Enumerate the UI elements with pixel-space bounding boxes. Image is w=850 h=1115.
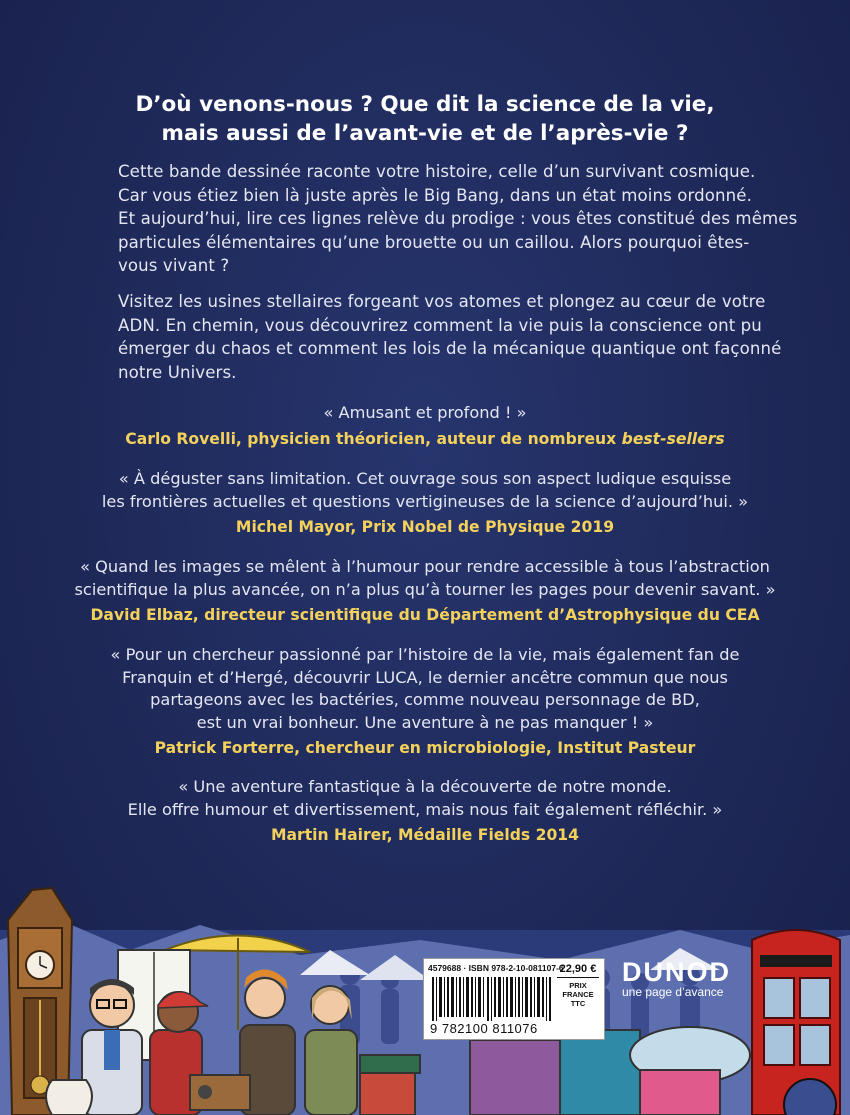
quote-line: « Pour un chercheur passionné par l’histoire de la vie, mais également fan de xyxy=(110,645,740,664)
quote-line: « Une aventure fantastique à la découverte de notre monde. xyxy=(178,777,672,796)
barcode-digits: 9 782100 811076 xyxy=(430,1021,538,1036)
headline xyxy=(60,90,790,148)
quote-line: « Amusant et profond ! » xyxy=(323,403,527,422)
headline-line: mais aussi de l’avant-vie et de l’après-vie ? xyxy=(161,121,689,146)
paragraph-line: ADN. En chemin, vous découvrirez comment la vie puis la conscience ont pu xyxy=(118,315,762,335)
review-quote-2 xyxy=(60,468,790,539)
paragraph-line: particules élémentaires qu’une brouette ou un caillou. Alors pourquoi êtes- xyxy=(118,232,750,252)
quote-line: Franquin et d’Hergé, découvrir LUCA, le dernier ancêtre commun que nous xyxy=(122,667,728,687)
paragraph-line: vous vivant ? xyxy=(118,256,230,275)
quote-line: est un vrai bonheur. Une aventure à ne pas manquer ! » xyxy=(196,712,654,732)
review-quote-5 xyxy=(60,776,790,847)
price-note xyxy=(557,981,599,1008)
quote-author: Martin Hairer, Médaille Fields 2014 xyxy=(270,826,579,844)
quote-author xyxy=(60,428,790,451)
quote-line: « Quand les images se mêlent à l’humour pour rendre accessible à tous l’abstraction xyxy=(80,557,770,576)
publisher-name: DUNOD xyxy=(622,957,731,987)
price: 22,90 € xyxy=(557,963,599,978)
blurb-paragraph-1 xyxy=(118,160,798,278)
quote-line: les frontières actuelles et questions vertigineuses de la science d’aujourd’hui. » xyxy=(101,491,749,511)
price-note-line: FRANCE xyxy=(562,990,594,999)
quote-author-text: Carlo Rovelli, physicien théoricien, auteur de nombreux xyxy=(125,429,622,448)
blurb-paragraph-2 xyxy=(118,290,782,384)
quote-line: partageons avec les bactéries, comme nouveau personnage de BD, xyxy=(150,690,700,709)
publisher-tagline: une page d’avance xyxy=(622,985,724,999)
paragraph-line: Visitez les usines stellaires forgeant vos atomes et plongez au cœur de votre xyxy=(118,292,766,311)
review-quote-1 xyxy=(60,402,790,450)
quote-line: « À déguster sans limitation. Cet ouvrage sous son aspect ludique esquisse xyxy=(118,469,732,488)
isbn-code: 4579688 · ISBN 978-2-10-081107-6 xyxy=(428,963,564,973)
quote-author-italic: best-sellers xyxy=(621,429,725,448)
quote-line: scientifique la plus avancée, on n’a plus qu’à tourner les pages pour devenir savant. » xyxy=(74,579,776,599)
paragraph-line: Et aujourd’hui, lire ces lignes relève du prodige : vous êtes constitué des mêmes xyxy=(118,209,798,228)
headline-line: D’où venons-nous ? Que dit la science de la vie, xyxy=(135,92,715,117)
quote-author: David Elbaz, directeur scientifique du Département d’Astrophysique du CEA xyxy=(90,606,760,624)
price-note-line: TTC xyxy=(570,999,586,1008)
paragraph-line: Car vous étiez bien là juste après le Big Bang, dans un état moins ordonné. xyxy=(118,185,752,205)
review-quote-3 xyxy=(60,556,790,627)
barcode-icon xyxy=(432,977,552,1021)
quote-line: Elle offre humour et divertissement, mais nous fait également réfléchir. » xyxy=(127,799,723,819)
paragraph-line: notre Univers. xyxy=(118,362,237,382)
price-box xyxy=(557,963,599,1008)
review-quote-4 xyxy=(60,644,790,760)
quote-author: Patrick Forterre, chercheur en microbiologie, Institut Pasteur xyxy=(154,739,696,757)
paragraph-line: Cette bande dessinée raconte votre histoire, celle d’un survivant cosmique. xyxy=(118,162,756,181)
quote-author: Michel Mayor, Prix Nobel de Physique 2019 xyxy=(235,518,615,536)
publisher-logo xyxy=(622,958,731,999)
barcode-label xyxy=(423,958,605,1040)
paragraph-line: émerger du chaos et comment les lois de la mécanique quantique ont façonné xyxy=(118,339,782,358)
price-note-line: PRIX xyxy=(569,981,587,990)
